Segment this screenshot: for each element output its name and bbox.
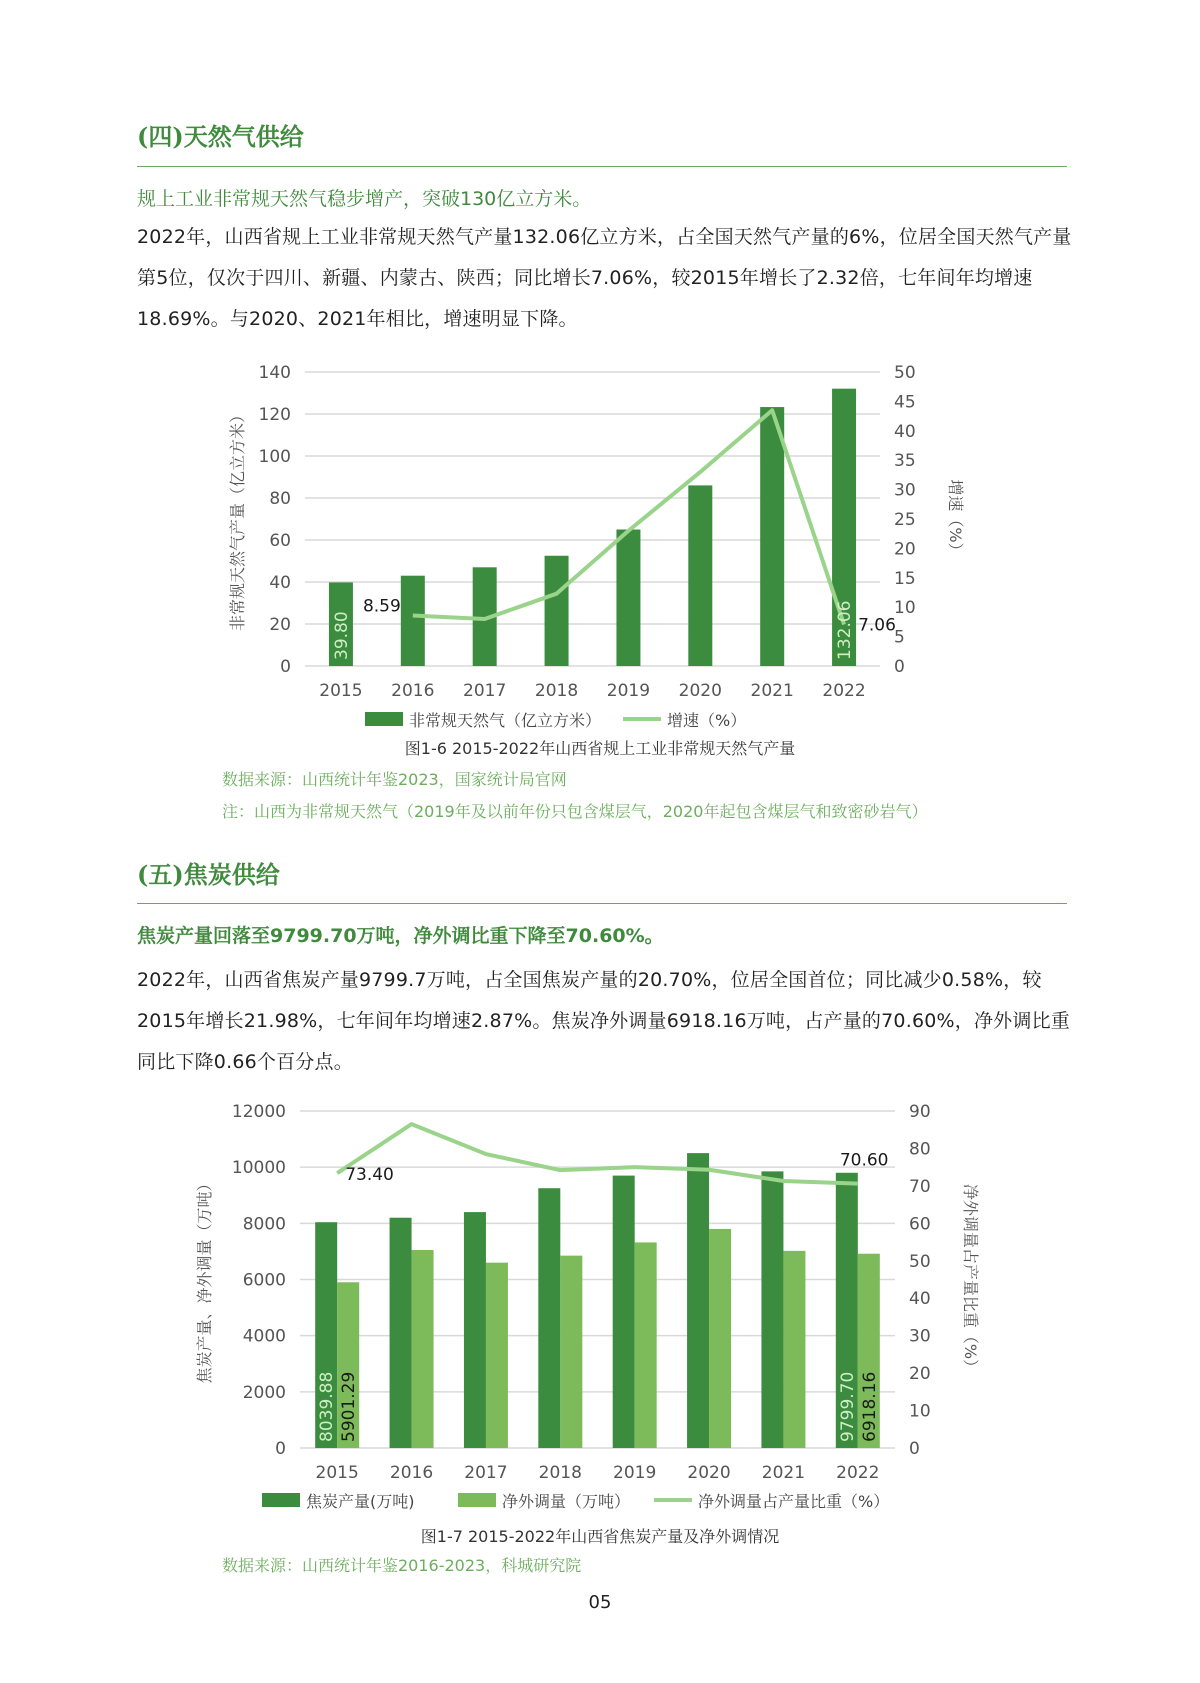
y2-tick-label: 10	[909, 1401, 931, 1422]
y2-tick-label: 0	[894, 657, 905, 677]
bar-净外调量（万吨）-2021	[783, 1251, 805, 1448]
bar-焦炭产量(万吨)-2018	[538, 1188, 560, 1448]
x-tick-label: 2016	[391, 681, 435, 701]
y-tick-label: 140	[258, 363, 291, 383]
data-label: 70.60	[839, 1150, 889, 1171]
bar-非常规天然气（亿立方米）-2016	[401, 576, 425, 666]
y2-tick-label: 70	[909, 1176, 931, 1197]
page-number: 05	[588, 1592, 612, 1613]
y2-tick-label: 10	[894, 598, 916, 619]
section-heading-coke: (五)焦炭供给	[137, 860, 280, 889]
section-heading-natural-gas: (四)天然气供给	[137, 122, 304, 151]
y2-tick-label: 90	[909, 1102, 931, 1122]
x-tick-label: 2019	[606, 681, 651, 701]
x-tick-label: 2021	[750, 681, 794, 701]
figure-caption: 图1-6 2015-2022年山西省规上工业非常规天然气产量	[404, 739, 796, 758]
bar-净外调量（万吨）-2017	[486, 1263, 508, 1448]
x-tick-label: 2018	[534, 681, 579, 701]
y-tick-label: 40	[269, 573, 291, 593]
y-tick-label: 80	[269, 489, 291, 509]
bar-净外调量（万吨）-2016	[412, 1250, 434, 1448]
section-lead: 焦炭产量回落至9799.70万吨，净外调比重下降至70.60%。	[137, 925, 664, 947]
legend-label: 增速（%）	[667, 711, 747, 730]
y-tick-label: 20	[269, 615, 291, 635]
x-tick-label: 2015	[315, 1463, 359, 1483]
chart-coke	[0, 1090, 1200, 1520]
bar-非常规天然气（亿立方米）-2019	[616, 530, 640, 667]
data-source: 数据来源：山西统计年鉴2023，国家统计局官网	[222, 770, 567, 789]
legend-swatch	[365, 712, 403, 726]
legend-label: 焦炭产量(万吨)	[306, 1492, 415, 1511]
body-paragraph: 2022年，山西省焦炭产量9799.7万吨，占全国焦炭产量的20.70%，位居全国首位；同比减少0.58%，较2015年增长21.98%，七年间年均增速2.87%。焦炭净外调量6918.16万吨，占产量的70.60%，净外调比重同比下降0.66个百分点。	[137, 969, 1070, 1073]
y2-axis-label: 净外调量占产量比重（%）	[961, 1183, 980, 1376]
y2-tick-label: 30	[909, 1326, 931, 1347]
data-label: 7.06	[858, 615, 896, 636]
data-label: 8.59	[362, 596, 401, 617]
y2-axis-label: 增速（%）	[946, 479, 965, 559]
section-divider	[137, 166, 1067, 167]
y2-tick-label: 40	[894, 421, 916, 442]
x-tick-label: 2020	[678, 681, 722, 701]
x-tick-label: 2017	[463, 681, 507, 701]
data-label: 6918.16	[859, 1371, 880, 1442]
figure-caption: 图1-7 2015-2022年山西省焦炭产量及净外调情况	[420, 1527, 780, 1546]
y-axis-label: 焦炭产量、净外调量（万吨）	[195, 1175, 214, 1384]
y-tick-label: 6000	[242, 1270, 286, 1291]
bar-焦炭产量(万吨)-2016	[390, 1218, 412, 1448]
y2-tick-label: 15	[894, 568, 916, 589]
y-tick-label: 0	[280, 657, 291, 677]
y2-tick-label: 20	[909, 1364, 931, 1385]
x-tick-label: 2016	[389, 1463, 434, 1483]
y-tick-label: 12000	[231, 1102, 286, 1122]
x-tick-label: 2015	[319, 681, 363, 701]
bar-净外调量（万吨）-2020	[709, 1229, 731, 1448]
y-tick-label: 8000	[242, 1214, 286, 1235]
bar-净外调量（万吨）-2019	[635, 1242, 657, 1448]
x-tick-label: 2018	[538, 1463, 582, 1483]
y2-tick-label: 5	[894, 627, 905, 648]
data-label: 132.06	[835, 600, 856, 660]
y-axis-label: 非常规天然气产量（亿立方米）	[228, 406, 247, 632]
data-label: 9799.70	[837, 1371, 858, 1442]
legend-label: 净外调量占产量比重（%）	[698, 1492, 890, 1511]
bar-焦炭产量(万吨)-2021	[761, 1171, 783, 1448]
y-tick-label: 0	[275, 1439, 286, 1459]
section-lead: 规上工业非常规天然气稳步增产，突破130亿立方米。	[137, 188, 592, 210]
y2-tick-label: 35	[894, 451, 916, 472]
section-divider	[137, 903, 1067, 904]
body-paragraph: 2022年，山西省规上工业非常规天然气产量132.06亿立方米，占全国天然气产量的6%，位居全国天然气产量第5位，仅次于四川、新疆、内蒙古、陕西；同比增长7.06%，较2015年增长了2.32倍，七年间年均增速18.69%。与2020、2021年相比，增速明显下降。	[137, 226, 1072, 330]
bar-焦炭产量(万吨)-2020	[687, 1153, 709, 1448]
y2-tick-label: 30	[894, 480, 916, 501]
bar-焦炭产量(万吨)-2017	[464, 1212, 486, 1448]
x-tick-label: 2020	[687, 1463, 731, 1483]
y2-tick-label: 60	[909, 1214, 931, 1235]
y2-tick-label: 80	[909, 1139, 931, 1160]
x-tick-label: 2022	[822, 681, 866, 701]
x-tick-label: 2022	[836, 1463, 880, 1483]
bar-非常规天然气（亿立方米）-2018	[545, 556, 569, 666]
y2-tick-label: 0	[909, 1439, 920, 1459]
chart-natural-gas	[0, 350, 1200, 770]
y-tick-label: 2000	[242, 1382, 286, 1403]
y2-tick-label: 50	[909, 1251, 931, 1272]
bar-焦炭产量(万吨)-2019	[613, 1176, 635, 1448]
data-source: 数据来源：山西统计年鉴2016-2023，科城研究院	[222, 1556, 582, 1575]
y2-tick-label: 45	[894, 392, 916, 413]
legend-label: 非常规天然气（亿立方米）	[409, 711, 602, 730]
legend-label: 净外调量（万吨）	[502, 1492, 631, 1511]
y2-tick-label: 20	[894, 539, 916, 560]
legend-swatch	[458, 1493, 496, 1507]
bar-非常规天然气（亿立方米）-2020	[688, 485, 712, 666]
y2-tick-label: 50	[894, 363, 916, 383]
y-tick-label: 10000	[231, 1158, 286, 1179]
y-tick-label: 60	[269, 531, 291, 551]
y-tick-label: 100	[258, 447, 291, 467]
bar-非常规天然气（亿立方米）-2021	[760, 407, 784, 666]
data-label: 5901.29	[339, 1371, 360, 1442]
bar-净外调量（万吨）-2018	[560, 1256, 582, 1448]
data-label: 73.40	[345, 1165, 394, 1186]
y2-tick-label: 25	[894, 510, 916, 530]
y-tick-label: 120	[258, 405, 291, 425]
x-tick-label: 2017	[464, 1463, 508, 1483]
x-tick-label: 2019	[613, 1463, 657, 1483]
y2-tick-label: 40	[909, 1289, 931, 1310]
legend-swatch	[262, 1493, 300, 1507]
chart-note: 注：山西为非常规天然气（2019年及以前年份只包含煤层气，2020年起包含煤层气和致密砂岩气）	[222, 802, 928, 821]
x-tick-label: 2021	[761, 1463, 806, 1483]
data-label: 8039.88	[317, 1371, 338, 1442]
data-label: 39.80	[331, 611, 352, 660]
y-tick-label: 4000	[242, 1326, 286, 1347]
